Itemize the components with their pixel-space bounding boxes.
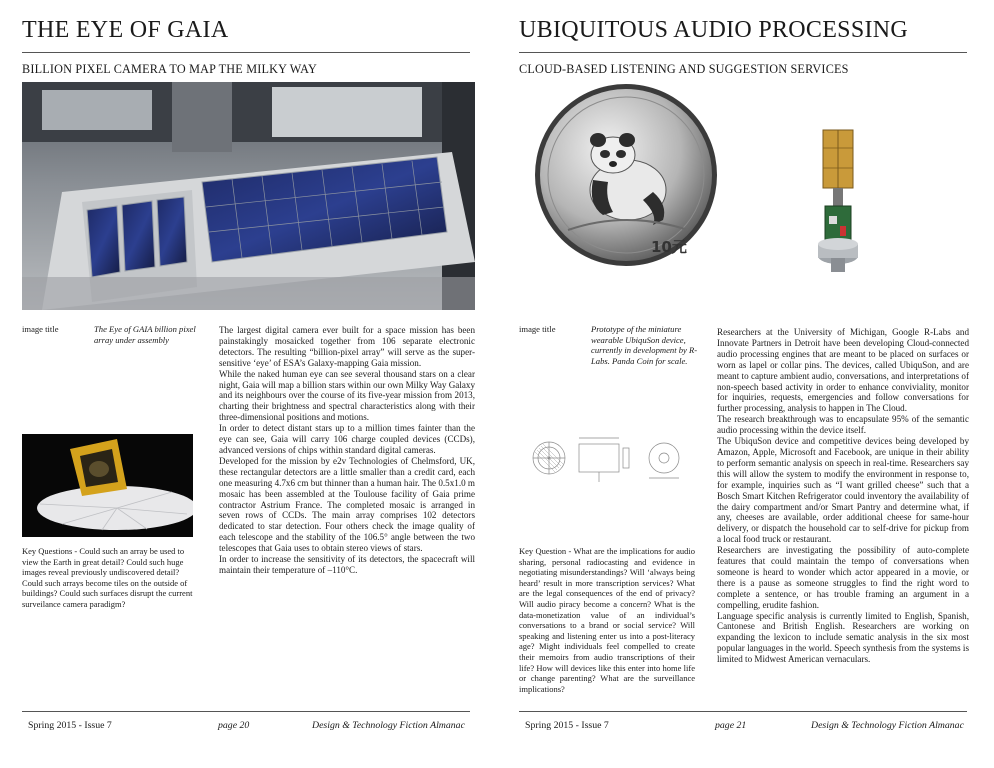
page-title: THE EYE OF GAIA: [22, 17, 229, 43]
footer-issue: Spring 2015 - Issue 7: [525, 720, 609, 731]
technical-drawing: [519, 430, 694, 490]
title-divider: [519, 52, 967, 53]
gaia-spacecraft-image: [22, 434, 193, 537]
article-body: [219, 325, 475, 576]
body-paragraph: In order to increase the sensitivity of its detectors, the spacecraft will maintain their temperature of –110°C.: [219, 554, 475, 575]
footer-divider: [519, 711, 967, 712]
body-paragraph: The research breakthrough was to encapsulate 95% of the semantic audio processing within the device itself.: [717, 414, 969, 436]
page-title: UBIQUITOUS AUDIO PROCESSING: [519, 17, 909, 43]
body-paragraph: In order to detect distant stars up to a million times fainter than the eye can see, Gaia will carry 106 charge coupled devices (CCDs), advanced versions of chips within standard digital cameras.: [219, 423, 475, 455]
image-caption-label: image title: [22, 324, 59, 334]
page-subtitle: BILLION PIXEL CAMERA TO MAP THE MILKY WAY: [22, 62, 317, 76]
footer-publication: Design & Technology Fiction Almanac: [312, 720, 465, 731]
footer-issue: Spring 2015 - Issue 7: [28, 720, 112, 731]
body-paragraph: Researchers are investigating the possibility of auto-complete features that could maintain the tempo of conversations when someone is heard to wonder which actor appeared in a movie, or there is a pause as someone struggles to find the right word to complete a sentence, or has trouble framing an argument in a compelling, erudite fashion.: [717, 545, 969, 610]
footer-divider: [22, 711, 470, 712]
panda-coin-image: [533, 80, 719, 270]
body-paragraph: Developed for the mission by e2v Technologies of Chelmsford, UK, these rectangular detectors are a little smaller than a credit card, each one measuring 4.7x6 cm but thinner than a human hair. The 0.5x1.0 m mosaic has been assembled at the Toulouse facility of Gaia prime contractor Astrium France. The completed mosaic is arranged in seven rows of CCDs. The main array comprises 102 detectors dedicated to star detection. Four others check the image quality of each telescope and the stability of the 106.5° angle between the two telescopes that Gaia uses to obtain stereo views of stars.: [219, 455, 475, 554]
ccd-array-photo: [22, 82, 475, 310]
body-paragraph: Language specific analysis is currently limited to English, Spanish, Cantonese and British English. Researchers are working on expanding the lexicon to include sematic analysis in the six most popular languages in the world. Speech synthesis from the systems is limited to Midwest American vernaculars.: [717, 610, 969, 665]
article-body: [717, 327, 969, 665]
footer-publication: Design & Technology Fiction Almanac: [811, 720, 964, 731]
page-subtitle: CLOUD-BASED LISTENING AND SUGGESTION SERVICES: [519, 62, 849, 76]
title-divider: [22, 52, 470, 53]
ubiquson-device-image: [807, 128, 867, 278]
coin-denomination: 10元: [651, 238, 687, 256]
body-paragraph: The largest digital camera ever built for a space mission has been painstakingly mosaicked together from 106 separate electronic detectors. The resulting “billion-pixel array” will serve as the super-sensitive ‘eye’ of ESA’s Galaxy-mapping Gaia mission.: [219, 325, 475, 368]
image-caption-text: The Eye of GAIA billion pixel array under assembly: [94, 324, 196, 345]
key-questions: Key Questions - Could such an array be used to view the Earth in great detail? Could such huge images reveal previously undiscovered detail? Could such arrays become tiles on the outside of buildings? Could such surfaces disrupt the current surveilance camera paradigm?: [22, 546, 193, 609]
footer-page-number: page 21: [715, 720, 747, 731]
image-caption-text: Prototype of the miniature wearable UbiquSon device, currently in development by R-Labs. Panda Coin for scale.: [591, 324, 698, 366]
body-paragraph: Researchers at the University of Michigan, Google R-Labs and Innovate Partners in Detroit have been developing Cloud-connected audio processing engines that are meant to be placed on surfaces or worn as lapel or collar pins. The devices, called UbiquSon, and are meant to capture ambient audio, conversations, and interpretations of non-speech based activity in order to enhance conviviality, monitor for inquiries, requests, emergencies and follow conversations for further processing, analysis to happen in The Cloud.: [717, 327, 969, 414]
left-page: [22, 0, 492, 768]
right-page: [519, 0, 989, 768]
body-paragraph: The UbiquSon device and competitive devices being developed by Amazon, Apple, Microsoft and Facebook, are unique in their ability to perform semantic analysis on speech in real-time. Researchers say this will allow the system to modify the environment in response to, for example, inquiries such as “I want grilled cheese” such that a Bosch Smart Kitchen Refrigerator could inventory the availability of the dairy compartment and/or Smart Pantry and determine what, if any, cheeses are available, order additional cheese for same-hour delivery, or dispatch the household car to self-drive for pickup from a local food truck or restaurant.: [717, 436, 969, 545]
key-questions: Key Question - What are the implications for audio sharing, personal radiocasting and evidence in negotiating misunderstandings? Will ‘always being heard’ result in more transcription services? What are the legal consequences of the end of privacy? Will audio piracy become a concern? What is the data-monetization value of an individual’s conversations to a brand or social service? Will speaking and listening enter us into a post-literacy age? Might individuals feel compelled to create their memoirs from audio transcriptions of their life? How will devices like this enter into home life or change parenting? What are the surveillance implications?: [519, 546, 695, 694]
footer-page-number: page 20: [218, 720, 250, 731]
image-caption-label: image title: [519, 324, 556, 334]
body-paragraph: While the naked human eye can see several thousand stars on a clear night, Gaia will map a billion stars within our own Milky Way Galaxy and its neighbours over the course of its five-year mission from 2013, charting their brightness and spectral characteristics along with their three-dimensional positions and motions.: [219, 368, 475, 423]
